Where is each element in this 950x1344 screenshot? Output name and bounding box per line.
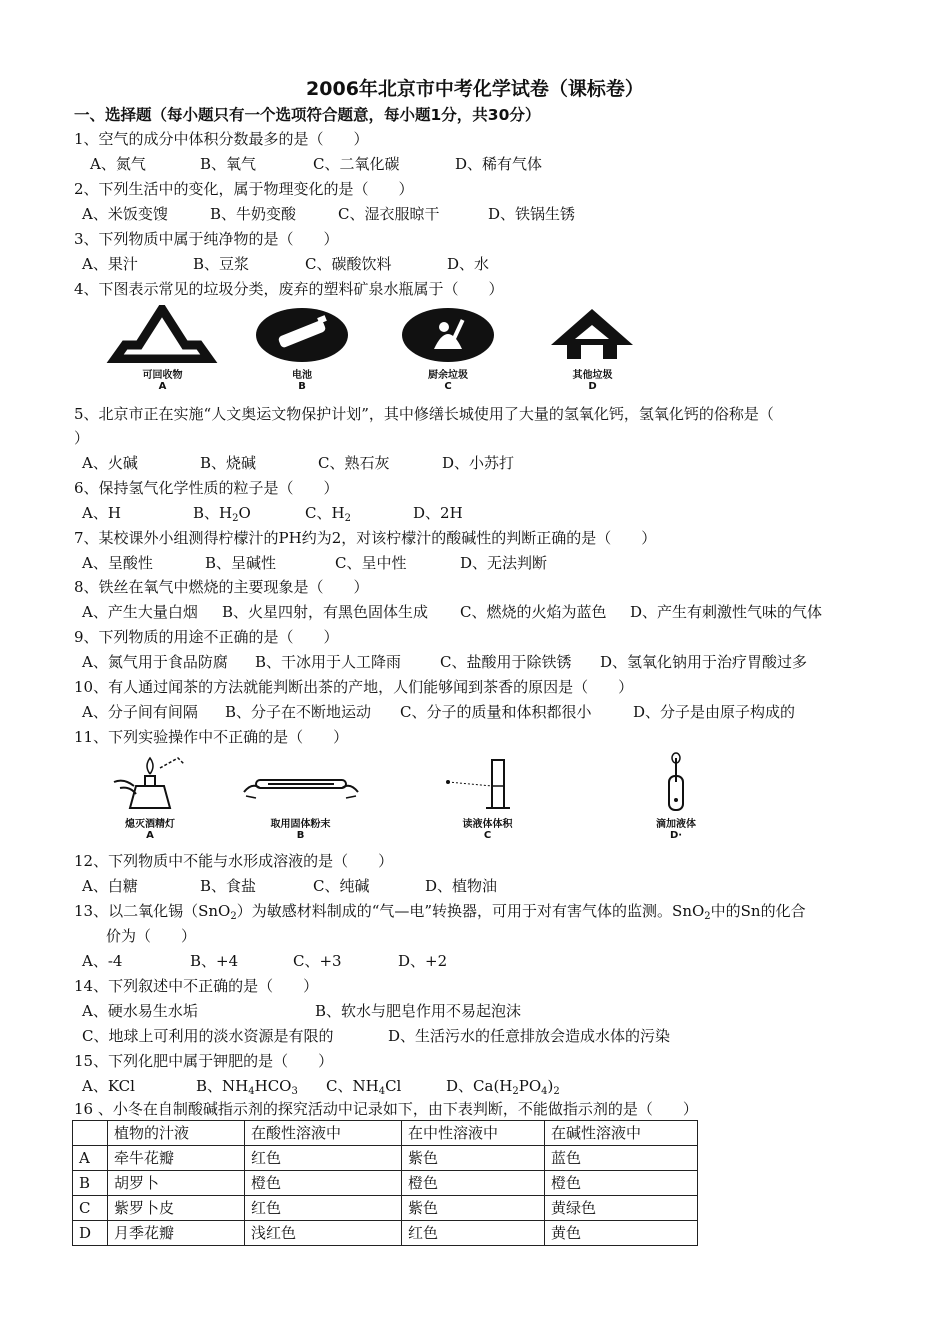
q5-option-b: B、烧碱 [200,454,257,472]
table-row [73,1146,698,1171]
recycle-icon [105,305,220,363]
q2-option-d: D、铁锅生锈 [488,205,576,223]
q3-option-a: A、果汁 [82,255,138,273]
alcohol-lamp-icon [100,752,200,812]
q3-option-d: D、水 [447,255,490,273]
q11-caption-b: 取用固体粉末 [270,819,331,830]
q11-caption-c: 读液体体积 [462,819,513,830]
question-10: 10、有人通过闻茶的方法就能判断出茶的产地，人们能够闻到茶香的原因是（ ） [74,678,634,696]
q6-option-d: D、2H [413,504,463,522]
question-15: 15、下列化肥中属于钾肥的是（ ） [74,1052,334,1070]
q10-option-d: D、分子是由原子构成的 [633,703,796,721]
q14-option-d: D、生活污水的任意排放会造成水体的污染 [388,1027,671,1045]
q15-option-a: A、KCl [82,1077,135,1095]
q4-caption-a: 可回收物 [142,370,183,381]
question-2: 2、下列生活中的变化，属于物理变化的是（ ） [74,180,414,198]
question-5: 5、北京市正在实施“人文奥运文物保护计划”，其中修缮长城使用了大量的氢氧化钙，氢氧化钙的俗称是（ [74,405,774,423]
q6-option-a: A、H [82,504,121,522]
table-cell: 红色 [245,1146,402,1171]
q10-option-a: A、分子间有间隔 [82,703,198,721]
q12-option-d: D、植物油 [425,877,498,895]
q9-option-a: A、氮气用于食品防腐 [82,653,228,671]
q1-option-d: D、稀有气体 [455,155,543,173]
q6-option-c: C、$H_2$ [305,504,351,524]
table-header-cell: 在中性溶液中 [402,1121,545,1146]
dropper-icon [636,752,716,812]
q4-figure-d [545,305,640,392]
test-tube-icon [238,752,363,812]
q7-option-c: C、呈中性 [335,554,407,572]
question-9: 9、下列物质的用途不正确的是（ ） [74,628,339,646]
q14-option-c: C、地球上可利用的淡水资源是有限的 [82,1027,334,1045]
table-cell: 蓝色 [545,1146,698,1171]
q5-option-d: D、小苏打 [442,454,515,472]
q9-option-c: C、盐酸用于除铁锈 [440,653,572,671]
q11-figure-b [238,752,363,841]
q2-option-c: C、湿衣服晾干 [338,205,440,223]
table-cell: B [73,1171,108,1196]
question-3: 3、下列物质中属于纯净物的是（ ） [74,230,339,248]
q11-letter-c: C [483,830,492,841]
q12-option-a: A、白糖 [82,877,138,895]
other-waste-icon [545,305,640,363]
q4-letter-a: A [158,381,167,392]
q4-caption-c: 厨余垃圾 [428,370,468,381]
table-header-cell: 植物的汁液 [108,1121,245,1146]
table-cell: C [73,1196,108,1221]
question-1: 1、空气的成分中体积分数最多的是（ ） [74,130,369,148]
q15-option-b: B、$NH_4HCO_3$ [196,1077,298,1097]
table-cell: 橙色 [402,1171,545,1196]
question-5-cont: ） [74,429,90,447]
q15-option-d: D、$Ca(H_2PO_4)_2$ [446,1077,560,1097]
q5-option-c: C、熟石灰 [318,454,390,472]
table-header-cell [73,1121,108,1146]
q11-caption-d: 滴加液体 [656,819,696,830]
q14-option-b: B、软水与肥皂作用不易起泡沫 [315,1002,522,1020]
q11-letter-a: A [146,830,154,841]
q9-option-b: B、干冰用于人工降雨 [255,653,402,671]
table-row [73,1221,698,1246]
q10-option-c: C、分子的质量和体积都很小 [400,703,592,721]
table-cell: 紫色 [402,1146,545,1171]
graduated-cylinder-icon [440,752,535,812]
q11-figure-d [636,752,716,841]
q4-figure-c [398,305,498,392]
table-header-cell: 在碱性溶液中 [545,1121,698,1146]
table-cell: 胡罗卜 [108,1171,245,1196]
q4-letter-c: C [444,381,452,392]
table-cell: 红色 [245,1196,402,1221]
table-row [73,1196,698,1221]
table-cell: 红色 [402,1221,545,1246]
q8-option-b: B、火星四射，有黑色固体生成 [222,603,429,621]
kitchen-waste-icon [398,305,498,363]
q2-option-a: A、米饭变馊 [82,205,168,223]
q12-option-c: C、纯碱 [313,877,370,895]
q4-figure-b [252,305,352,392]
section-heading: 一、选择题（每小题只有一个选项符合题意，每小题1分，共30分） [74,106,541,124]
question-12: 12、下列物质中不能与水形成溶液的是（ ） [74,852,394,870]
q7-option-a: A、呈酸性 [82,554,153,572]
battery-icon [252,305,352,363]
q1-option-a: A、氮气 [90,155,146,173]
q9-option-d: D、氢氧化钠用于治疗胃酸过多 [600,653,808,671]
q7-option-d: D、无法判断 [460,554,548,572]
question-7: 7、某校课外小组测得柠檬汁的PH约为2，对该柠檬汁的酸碱性的判断正确的是（ ） [74,529,657,547]
q4-figure-a [105,305,220,392]
q5-option-a: A、火碱 [82,454,138,472]
question-6: 6、保持氢气化学性质的粒子是（ ） [74,479,339,497]
table-header-cell: 在酸性溶液中 [245,1121,402,1146]
q4-letter-b: B [298,381,306,392]
question-8: 8、铁丝在氧气中燃烧的主要现象是（ ） [74,578,369,596]
question-4: 4、下图表示常见的垃圾分类，废弃的塑料矿泉水瓶属于（ ） [74,280,504,298]
table-cell: D [73,1221,108,1246]
q12-option-b: B、食盐 [200,877,257,895]
table-cell: 月季花瓣 [108,1221,245,1246]
indicator-table [72,1120,698,1246]
q11-letter-b: B [296,830,305,841]
q8-option-c: C、燃烧的火焰为蓝色 [460,603,607,621]
q13-option-d: D、+2 [398,952,448,970]
table-cell: 浅红色 [245,1221,402,1246]
table-row [73,1171,698,1196]
table-cell: 黄绿色 [545,1196,698,1221]
q4-letter-d: D [588,381,597,392]
question-14: 14、下列叙述中不正确的是（ ） [74,977,319,995]
table-cell: 紫罗卜皮 [108,1196,245,1221]
q4-caption-d: 其他垃圾 [572,370,613,381]
q1-option-c: C、二氧化碳 [313,155,400,173]
table-cell: 橙色 [245,1171,402,1196]
q8-option-a: A、产生大量白烟 [82,603,198,621]
question-11: 11、下列实验操作中不正确的是（ ） [74,728,349,746]
q3-option-b: B、豆浆 [193,255,250,273]
q13-option-b: B、+4 [190,952,239,970]
q4-caption-b: 电池 [292,370,312,381]
q1-option-b: B、氧气 [200,155,257,173]
q11-letter-d: D· [669,830,683,841]
q10-option-b: B、分子在不断地运动 [225,703,372,721]
table-cell: 紫色 [402,1196,545,1221]
q14-option-a: A、硬水易生水垢 [82,1002,198,1020]
q13-option-a: A、-4 [82,952,123,970]
q13-option-c: C、+3 [293,952,342,970]
q15-option-c: C、$NH_4Cl$ [326,1077,402,1097]
q2-option-b: B、牛奶变酸 [210,205,297,223]
question-16: 16 、小冬在自制酸碱指示剂的探究活动中记录如下，由下表判断，不能做指示剂的是（ ） [74,1100,698,1118]
table-cell: 牵牛花瓣 [108,1146,245,1171]
q7-option-b: B、呈碱性 [205,554,277,572]
q3-option-c: C、碳酸饮料 [305,255,392,273]
question-13-cont: 价为（ ） [106,927,197,945]
table-cell: 黄色 [545,1221,698,1246]
q6-option-b: B、$H_2O$ [193,504,251,524]
q11-figure-c [440,752,535,841]
q11-figure-a [100,752,200,841]
q8-option-d: D、产生有刺激性气味的气体 [630,603,823,621]
table-header-row [73,1121,698,1146]
q11-caption-a: 熄灭酒精灯 [125,819,175,830]
question-13: 13、以二氧化锡（SnO$_2$）为敏感材料制成的“气—电”转换器，可用于对有害气体的监测。SnO$_2$中的Sn的化合 [74,902,806,922]
table-cell: A [73,1146,108,1171]
page-title: 2006年北京市中考化学试卷（课标卷） [306,78,644,100]
table-cell: 橙色 [545,1171,698,1196]
